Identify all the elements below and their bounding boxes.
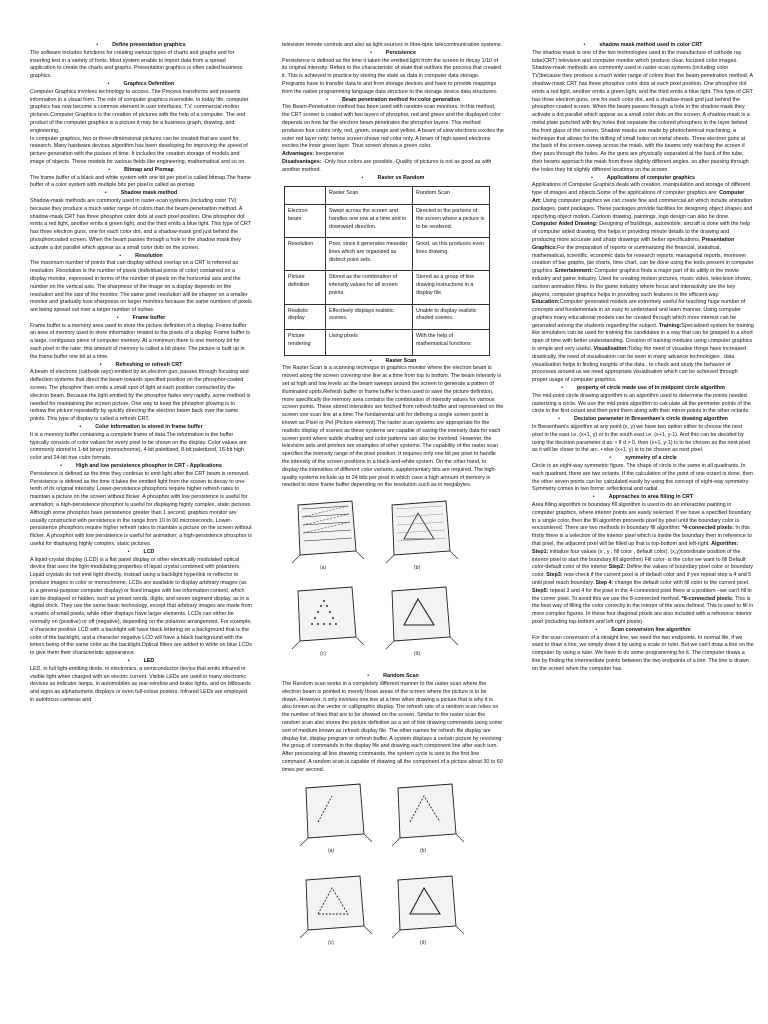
- label-step2: Step2:: [608, 564, 625, 571]
- para-area-filling: [532, 502, 754, 627]
- disadvantages-line: [282, 159, 504, 175]
- text-step2: Define the values of boundary pixel color or boundary color.: [532, 564, 754, 579]
- table-cell: Good, as this produces even lines drawing.: [413, 238, 490, 271]
- para-bitmap-pixmap: The frame buffer of a black and white system with one bit per pixel is called bitmap.The frame buffer of a color system with multiple bits per pixel is called as pixmap: [30, 174, 251, 189]
- heading-shadow-mask-color-crt: • shadow mask method used in color CRT: [583, 42, 703, 48]
- label-training: Training:: [658, 322, 682, 329]
- para-scan-conversion: For the scan conversion of a straight line, we need the two endpoints. In normal life, if we want to draw a line, we simply draw it by using a scale or ruler. But we can't draw a line on the computer by using a ruler. We have to do some programming for it. The computer draws a line by finding the intermediate points between the two endpoints of a line. The line is drawn on the screen when the computer has: [532, 634, 754, 672]
- table-cell: Poor, since it generates meander lines which are organized as distinct point sets.: [326, 238, 413, 271]
- label-algorithm-step1: Algorithm: Step1:: [532, 541, 739, 555]
- table-cell: Picture rendering: [285, 330, 326, 355]
- table-cell: With the help of mathematical functions: [413, 330, 490, 355]
- table-cell: Unable to display realistic shaded scenes.: [413, 304, 490, 329]
- heading-refresh-crt: • Refreshing or refresh CRT: [99, 361, 183, 368]
- advantages-text: Inexpensive: [314, 151, 345, 158]
- table-row: [285, 304, 490, 329]
- para-random-scan: The Random scan works in a completely different manner to the raster scan where the electron beam is pointed to merely those areas of the screen where the picture is to be drawn. However, it only involves one line at a time when drawing a picture that is why it is also known as the vector or calligraphic display. The refresh rate of a random scan relies on the number of lines that are to be showed on the screen. Similar to the raster scan the random scan also stores the picture definition as a set of line drawing commands using some sort of medium known as refresh display file. The other names for refresh file display are display list, display program or refresh buffer. A system displays a certain picture by revolving the group of commands in the display file and drawing each component line after each turn. After processing all line drawing commands, the system cycle is sent to the first line command. A random scan is capable of drawing all the component of a picture about 30 to 60 times per second.: [282, 680, 503, 773]
- heading-resolution: • Resolution: [119, 252, 163, 259]
- heading-bitmap-pixmap: • Bitmap and Pixmap: [108, 166, 174, 173]
- para-led: LED, in full light-emitting diode, in electronics, a semiconductor device that emits infrared or visible light when charged with an electric current. Visible LEDs are used in many electronic devices as indicator lamps, in automobiles as rear-window and brake lights, and on billboards and signs as alphanumeric displays or even full-colour posters. Infrared LEDs are employed in autofocus cameras and: [30, 665, 251, 703]
- svg-text:(b): (b): [420, 847, 427, 854]
- text-education: Computer generated models are extremely useful for teaching huge number of concepts and fundamentals in an easy to understand and learn manner. Using computer graphics many educational models can be created through which more interest can be generated among the students regarding the subject.: [532, 299, 746, 329]
- para-bresenham-decision: In Bresenham's algorithm at any point (x, y) we have two option either to choose the next pixel in the east i.e. (x+1, y) or in the south east i.e. (x+1, y-1). And this can be decided by using the decision parameter d as: • If d > 0, then (x+1, y-1) is to be chosen as the next pixel as it will be closer to the arc. • else (x+1, y) is to be chosen as next pixel.: [532, 424, 751, 454]
- table-cell: Picture definition: [285, 271, 326, 304]
- heading-color-frame-buffer: • Color information is stored in frame buffer: [79, 424, 203, 431]
- heading-random-scan: • Random Scan: [367, 673, 419, 680]
- table-cell: Effectively displays realistic scenes.: [326, 304, 413, 329]
- svg-text:(d): (d): [414, 651, 421, 658]
- para-persistence: Persistence is defined as the time it taken the emitted light from the screen to decay 1/10 of its original intensity. Refers to the characteristic of state that outlives the process that created it. This is achieved in practice by storing the state as data in computer data storage. Programs have to transfer data to and from storage devices and have to provide mappings from the native programming language data structure to the storage device data structures.: [282, 57, 502, 95]
- heading-circle-symmetry: • symmetry of a circle: [609, 455, 677, 462]
- advantages-label: Advantages:: [282, 151, 315, 158]
- table-cell: Directed to the portions of the screen where a picture is to be rendered.: [413, 205, 490, 238]
- table-cell: Realistic display: [285, 304, 326, 329]
- heading-graphics-definition: • Graphics Defenition: [107, 80, 175, 87]
- svg-text:(c): (c): [320, 651, 326, 658]
- heading-applications: • Applications of computer graphics: [590, 174, 696, 181]
- heading-frame-buffer: • Frame buffer: [116, 314, 166, 321]
- heading-led: • LED: [127, 657, 155, 664]
- text-presentation-graphics: For the preparation of reports or summarizing the financial, statistical, mathematical, scientific, economic data for research reports, managerial reports, moreover creation of bar graphs, pie charts, time chart, can be done using the tools present in computer graphics.: [532, 244, 754, 275]
- para-refresh-crt: A beam of electrons (cathode rays) emitted by an electron gun, passes through focusing and deflection systems that direct the beam towards specified position on the phosphor-coated screen. The phosphor then emits a small spot of light at each position contacted by the electron beam. Because the light emitted by the phosphor fades very rapidly, some method is needed for maintaining the screen picture. One way to keep the phosphor glowing is to redraw the picture repeatedly by quickly directing the electron beam back over the same points. This type of display is called a refresh CRT.: [30, 369, 251, 423]
- label-4-connected: *4-connected pixels:: [681, 525, 734, 532]
- table-row: [285, 238, 490, 271]
- column-1: [30, 42, 252, 705]
- text-step4: change the default color with fill color to the current pixel.: [613, 579, 750, 586]
- table-row: [285, 271, 490, 304]
- label-presentation-graphics: Presentation Graphics:: [532, 236, 735, 251]
- svg-text:(c): (c): [328, 939, 334, 946]
- text-step3: now check if the current pixel is of default color and if yes repeat step a 4 and 5 until pixel reach boundary.: [532, 572, 752, 586]
- heading-persistence: • Persistence: [370, 49, 416, 56]
- heading-define-presentation-graphics: • Define presentation graphics: [96, 42, 186, 48]
- svg-text:(d): (d): [420, 939, 427, 946]
- label-computer-art: Computer Art:: [532, 190, 745, 204]
- heading-beam-penetration: • Beam penetration method for color generation: [326, 96, 460, 103]
- text-4-connected: In this firstly there is a selection of the interior pixel which is inside the boundary then in reference to that pixel, the adjacent pixel will be filled up that is top-bottom and left-right.: [532, 525, 752, 547]
- text-visualisation: Today the need of visualise things have increased drastically, the need of visualisation can be seen in many advance technologies , data visualisation helps in finding insights of the data , to check and study the behavior of processes around us we need appropriate visualisation which can be achieved through proper usage of computer graphics.: [532, 346, 747, 384]
- svg-text:(a): (a): [320, 565, 327, 572]
- label-entertainment: Entertainment:: [555, 268, 593, 275]
- para-graphics-definition: Computer Graphics involves technology to access. The Process transforms and presents information in a visual form. The role of computer graphics insensible. In today life, computer graphics has now become a common element in user interfaces, T.V. commercial motion pictures.Computer Graphics is the creation of pictures with the help of a computer. The end product of the computer graphics is a picture it may be a business graph, drawing, and engineering. In computer graphics, two or three-dimensional pictures can be created that are used for research. Many hardware devices algorithm has been developing for improving the speed of picture generation with the passes of time. It includes the creation storage of models and image of objects. These models for various fields like engineering, mathematical and so on.: [30, 88, 249, 165]
- heading-lcd: • LCD: [127, 548, 155, 555]
- svg-text:(b): (b): [414, 565, 421, 572]
- label-step4: Step 4:: [595, 579, 614, 586]
- column-2: [282, 42, 504, 972]
- para-raster-scan: The Raster Scan is a scanning technique in graphics monitor where the electron beam is moved along the screen covering one line at a time from top to bottom. The beam intensity is set at high and low levels as the beam sweeps around the screen to generate a pattern of illuminated spots.Refresh buffer or frame buffer is then used to save the picture definition, more specifically the memory area contains the combination of intensity values for various screen points. These stored intensities are fetched from refresh buffer and represented on the screen one scan line at a time.The fundamental unit for defining a single screen point is known as Pixel or Pel (Picture element).The raster scan systems are appropriate for the realistic display of scenes as these systems are capable of saving the intensity data for each screen point where subtle shading and color patterns can also be involved. However, the television sets and printers are examples of other systems. The capability of the raster scan specifies the intensity range of the pixel position. It requires only one bit per pixel to handle the intensity of the screen positions in a black-and-white system. On the other hand, to display the intensities of different color variants, supplementary bits are required. The high-quality systems include up to 24 bits per pixel in which case a high amount of memory is needed to store frame buffer depending on the resolution such as in megabytes.: [282, 365, 504, 489]
- applications-intro: Applications of Computer Graphics deals with creation, manipulation and storage of different type of images and objects.Some of the applications of computer graphics are:: [532, 182, 750, 197]
- area-filling-intro: Area filling algorithm or boundary fill algorithm is used to do an interactive painting in computer graphics, where interior points are easily selected. If we have a specified boundary in a single color, then the fill algorithm proceeds pixel by pixel until the boundary color is encountered. There are two methods in boundary fill algorithm:: [532, 502, 751, 532]
- disadvantages-label: Disadvantages:: [282, 158, 322, 165]
- text-entertainment: Computer graphics finds a major part of its utility in the movie industry and game industry. Used for creating motion pictures, music video, television shows, cartoon animation films. In the game industry where focus and interactivity are the key players, computer graphics helps in providing such features in the efficient way.: [532, 268, 752, 298]
- para-applications: [532, 182, 754, 385]
- para-define-presentation-graphics: The software includes functions for creating various types of charts and graphs and for inserting text in a variety of fonts. Most system enable to import data from a spread application to create the charts and graphs. Presentation graphics is often called business graphics.: [30, 49, 243, 80]
- text-step5: repeat 3 and 4 for the pixel in the 4-connected pixel there is a problem –we can't fill in the corner pixel. To avoid this we use the 8-connected method.: [532, 587, 752, 602]
- label-computer-aided-drawing: Computer Aided Drawing:: [532, 221, 598, 228]
- label-step3: Step3:: [546, 572, 563, 579]
- para-color-frame-buffer: It is a memory buffer containing a complete frame of data.The information in the buffer typically consists of color values for every pixel to be shown on the display. Color values are commonly stored in 1-bit binary (monochrome), 4-bit palettized, 8-bit palettized, 16-bit high color and 24-bit true color formats.: [30, 431, 247, 462]
- table-header-row: [285, 187, 490, 205]
- label-step5: Step5:: [532, 587, 549, 594]
- raster-scan-diagram: [282, 493, 504, 669]
- label-8-connected: *8-connected pixels:: [681, 595, 734, 602]
- text-computer-aided-drawing: Designing of buildings, automobile, aircraft is done with the help of computer aided drawing, this helps in providing minute details to the drawing and producing more accurate and sharp drawings with better specifications.: [532, 221, 751, 243]
- table-cell: Swept across the screen and handles one row at a time and in downward direction.: [326, 205, 413, 238]
- random-scan-diagram: [282, 778, 504, 968]
- table-header-cell: Raster Scan: [326, 187, 413, 205]
- text-algorithm-step1: initialize four values (x , y , fill color , default color). (x,y)coordinate position of the interior pixel to start the boundary fill algorithm) Fill color- is the color we want to fill Default color-default color of the interior: [532, 548, 746, 571]
- svg-text:(a): (a): [328, 847, 335, 854]
- heading-bresenham-decision: • Decision parameter in Bresenham's circle drawing algorithm: [558, 416, 728, 423]
- table-cell: Resolution: [285, 238, 326, 271]
- heading-scan-conversion: • Scan conversion line algorithm: [595, 626, 691, 633]
- label-education: Education:: [532, 299, 560, 306]
- para-midpoint-circle: The mid-point circle drawing algorithm is an algorithm used to determine the points needed rasterizing a circle. We use the mid-point algorithm to calculate all the perimeter points of the circle in the first octant and then print them along with their mirror points in the other octants.: [532, 392, 751, 415]
- para-shadow-mask: Shadow-mask methods are commonly used in raster-scan systems (including color TV) because they produce a much wider range of colors than the beam-penetration method. A shadow-mask CRT has three phosphor color dots at each pixel position. One phosphor dot emits a red light, another emits a green light, and the third emits a blue light. This type of CRT has three electron guns, one for each color dot, and a shadow-mask grid just behind the phosphorcoated screen. When the beam passes through a hole in the shadow mask they activate a dot parallel which appear as a small color dots on the screen.: [30, 197, 251, 251]
- para-persistence-phosphor: Persistence is defined as the time they continue to emit light after the CRT beam is removed. Persistence is defined as the time it takes the emitted light from the screen to decay to one-tenth of its original intensity. Lower-persistence phosphors require higher refresh rates to maintain a picture on the screen without flicker. A phosphor with low persistence is useful for animation; a high-persistence phosphor is useful for displaying highly complex, static pictures. Although some phosphor have persistence greater than 1 second, graphics monitor are usually constructed with persistence in the range from 10 to 60 microseconds. Lower-persistence phosphors require higher refresh rates to maintain a picture on the screen without flicker. A phosphor with low persistence is useful for animation; a high-persistence phosphor is useful for displaying highly complex, static pictures.: [30, 470, 252, 547]
- para-circle-symmetry: Circle is an eight-way symmetric figure. The shape of circle is the same in all quadrants. In each quadrant, there are two octants. If the calculation of the point of one octant is done, then the other seven points can be calculated easily by using the concept of eight-way symmetry. Symmetry comes in two forms: reflectional and radial.: [532, 463, 754, 493]
- table-cell: Stored as a group of line drawing instructions in a display file.: [413, 271, 490, 304]
- para-resolution: The maximum number of points that can display without overlap on a CRT is referred as resolution. Resolution is the number of pixels (individual points of color) contained on a display monitor, expressed in terms of the number of pixels on the horizontal axis and the number on the vertical axis. The sharpness of the image on a display depends on the resolution and the size of the monitor. The same pixel resolution will be sharper on a smaller monitor and gradually lose sharpness on larger monitors because the same numbers of pixels are being spread out over a larger number of inches.: [30, 260, 252, 314]
- para-led-continued: television remote controls and also as light sources in fibre-optic telecommunication systems.: [282, 42, 503, 48]
- table-row: [285, 330, 490, 355]
- table-header-cell: Random Scan: [413, 187, 490, 205]
- text-computer-art: Using computer graphics we can create fine and commercial art which include animation packages, paint packages. These packages provide facilities for designing object shapes and specifying object motion. Cartoon drawing, paintings, logo design can also be done.: [532, 197, 753, 220]
- table-cell: Electron beam: [285, 205, 326, 238]
- heading-midpoint-circle: • property of circle made use of in midpoint circle algorithm: [561, 385, 725, 392]
- para-lcd: A liquid-crystal display (LCD) is a flat panel display or other electrically modulated optical device that uses the light-modulating properties of liquid crystal combined with polarizers. Liquid crystals do not emit light directly, instead using a backlight hyperlink or reflector to produce images in color or monochrome. LCDs are available to display arbitrary images (as in a general-purpose computer display) or fixed images with low information content, which can be displayed or hidden, such as preset words, digits, and seven segment display, as in a digital clock. They use the same basic technology, except that arbitrary images are made from a matrix of small pixels, while other displays have larger elements. LCDs can either be normally on (positive) or off (negative), depending on the polarizer arrangement. For example, a character positive LCD with a backlight will have black lettering on a background that is the color of the backlight, and a character negative LCD will have a black background with the letters being of the same color as the backlight.Optical filters are added to white on blue LCDs to give them their characteristic appearance.: [30, 556, 252, 657]
- para-beam-penetration: The Beam-Penetration method has been used with random-scan monitors. In this method, the CRT screen is coated with two layers of phosphor, red and green and the displayed color depends on how far the electron beam penetrates the phosphor layers. This method produces four colors only, red, green, orange and yellow. A beam of slow electrons excites the outer red layer only; hence screen shows red color only. A beam of high-speed electrons excites the inner green layer. Thus screen shows a green color.: [282, 104, 504, 150]
- text-training: Specialised system for training like simulators can be used for training the candidates in a way that can be grasped in a short span of time with better understanding. Creation of training modules using computer graphics is simple and very useful.: [532, 322, 754, 353]
- table-cell: Using pixels: [326, 330, 413, 355]
- table-cell: Stored as the combination of intensity values for all screen points.: [326, 271, 413, 304]
- disadvantages-text: -Only four colors are possible,-Quality of pictures is not as good as with another method.: [282, 158, 492, 173]
- heading-raster-scan: • Raster Scan: [369, 357, 417, 364]
- text-8-connected: This is the best way of filling the color correctly in the interior of the area defined. This is used to fill in more complex figures. In these four diagonal pixels are also included with a reference interior pixel (including top-bottom and left right pixels).: [532, 595, 754, 625]
- column-3: [532, 42, 754, 674]
- para-frame-buffer: Frame buffer is a memory area used to store the picture definition of a display. Frame buffer an area of memory used to store information related to the pixels of a display. Frame buffer is a large, contiguous piece of computer memory. At a minimum there is one memory bit for each pixel in the rater; this amount of memory is called a bit plane. The picture is built up in the frame buffer one bit at a time.: [30, 322, 250, 360]
- table-row: [285, 205, 490, 238]
- para-shadow-mask-color-crt: The shadow mask is one of the two technologies used in the manufacture of cathode ray tube(CRT) television and computer monitor which produce clear, focused color images. Shadow-mask methods are commonly used in raster-scan systems (including color TV)because they produce a much wider range of colors than the beam-penetration method. A shadow-mask CRT has three phosphor color dots at each pixel position. One phosphor dot emits a red light, another emits a green light, and the third emits a blue light. This type of CRT has three electron guns, one for each color dot, and a shadow-mask grid just behind the phosphor-coated screen. When the beam passes through a hole in the shadow mask they activate a dot parallel which appear as a small color dots on the screen. A shadow mask is a metal plate punched with tiny holes that separate the colored phosphers in the layer behind the front glass of the screen. Shadow masks are made by photochemical machining, a technique that allows for the drilling of small holes on metal sheets. Three electron guns at the back of the screen sweep across the mask, with the beams only reaching the screen if they pass through the holes. As the guns are physically separated at the back of the tube, their beams approach the mask from three slightly different angles, so after passing through the holes they hit slightly different locations on the screen.: [532, 49, 753, 173]
- raster-random-table: [284, 186, 490, 355]
- heading-raster-vs-random: • Raster vs Random: [361, 174, 425, 181]
- heading-persistence-phosphor: • High and low persistence phosphor in CRT - Applications: [60, 463, 222, 470]
- advantages-line: [282, 151, 504, 159]
- heading-shadow-mask: • Shadow mask method: [104, 190, 178, 197]
- table-header-cell: [285, 187, 326, 205]
- label-visualisation: Visualisation:: [593, 346, 629, 353]
- heading-area-filling: • Approaches to area filling in CRT: [592, 494, 694, 501]
